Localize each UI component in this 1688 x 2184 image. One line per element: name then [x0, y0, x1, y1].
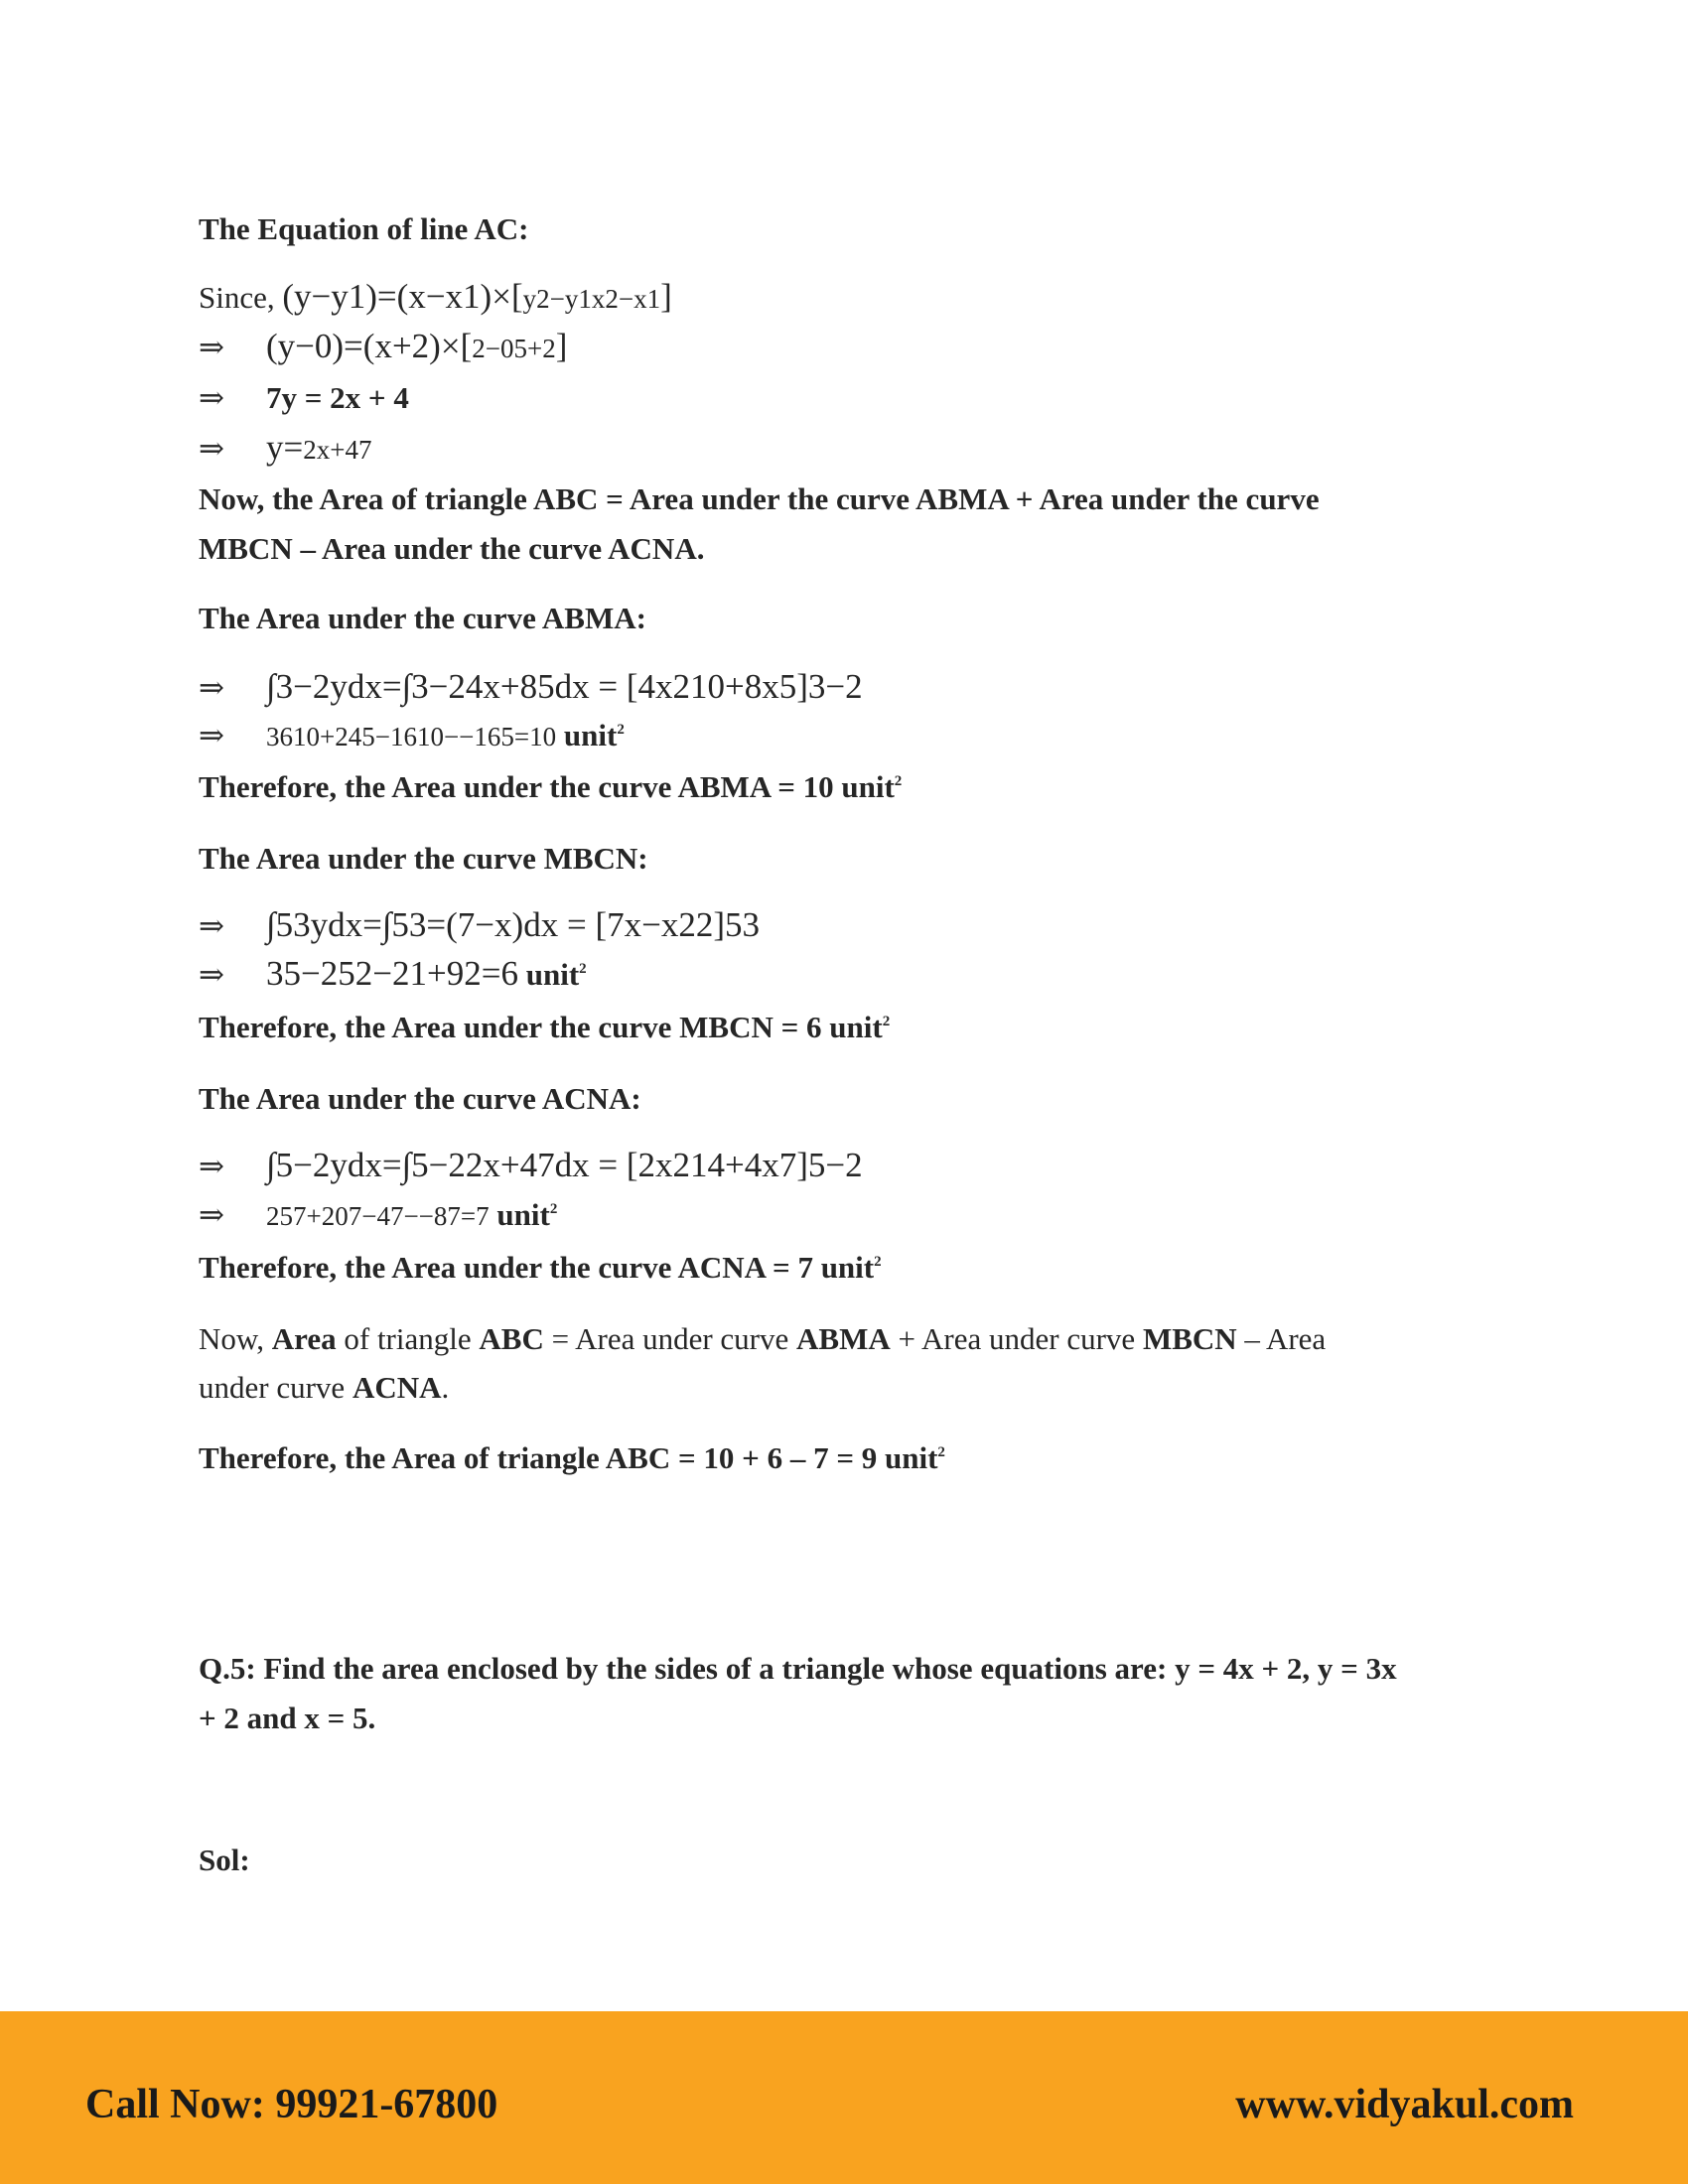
- area-statement-line1: Now, the Area of triangle ABC = Area under the curve ABMA + Area under the curve: [199, 481, 1320, 516]
- implies-icon: ⇒: [199, 380, 224, 415]
- abma-int1: ∫3−2ydx=∫3−24x+85dx = [4x210+8x5]3−2: [266, 667, 863, 706]
- abma-unit: unit: [563, 718, 618, 752]
- footer-bar: [0, 2011, 1688, 2184]
- acna-int1-line: [199, 1147, 863, 1185]
- squared-mark: 2: [894, 773, 903, 789]
- since-close: ]: [660, 277, 672, 316]
- step2: 7y = 2x + 4: [266, 380, 409, 415]
- squared-mark: 2: [874, 1254, 882, 1270]
- since-fraction: y2−y1x2−x1: [522, 284, 661, 314]
- implies-icon: ⇒: [199, 908, 224, 943]
- squared-mark: 2: [549, 1201, 558, 1217]
- step3-lhs: y=: [266, 428, 304, 467]
- implies-icon: ⇒: [199, 330, 224, 364]
- abma-int1-line: [199, 668, 863, 707]
- final-eq: = Area under curve: [543, 1321, 797, 1356]
- abma-heading: The Area under the curve ABMA:: [199, 601, 646, 635]
- step1-line: [199, 328, 567, 367]
- final-result-text: Therefore, the Area of triangle ABC = 10 + 6 – 7 = 9 unit: [199, 1440, 938, 1475]
- mbcn-int2-line: [199, 955, 587, 994]
- since-formula: (y−y1)=(x−x1)×[: [282, 277, 523, 316]
- abma-int2: 3610+245−1610−−165=10: [266, 722, 557, 751]
- acna-int1: ∫5−2ydx=∫5−22x+47dx = [2x214+4x7]5−2: [266, 1146, 863, 1184]
- mbcn-int1: ∫53ydx=∫53=(7−x)dx = [7x−x22]53: [266, 905, 760, 944]
- squared-mark: 2: [579, 961, 587, 977]
- final-area: Area: [271, 1321, 337, 1356]
- implies-icon: ⇒: [199, 957, 224, 992]
- squared-mark: 2: [882, 1014, 891, 1029]
- final-line2-a: under curve: [199, 1370, 352, 1405]
- final-statement-line1: [199, 1320, 1326, 1358]
- acna-heading: The Area under the curve ACNA:: [199, 1081, 641, 1116]
- abma-result-text: Therefore, the Area under the curve ABMA = 10 unit: [199, 769, 895, 804]
- equation-ac-heading: The Equation of line AC:: [199, 211, 529, 246]
- since-line: [199, 278, 672, 318]
- acna-int2-line: [199, 1196, 557, 1235]
- step1-formula: (y−0)=(x+2)×[: [266, 327, 473, 365]
- mbcn-result: [199, 1009, 890, 1046]
- mbcn-unit: unit: [525, 957, 580, 992]
- abma-result: [199, 768, 902, 806]
- final-minus: – Area: [1236, 1321, 1327, 1356]
- implies-icon: ⇒: [199, 1149, 224, 1183]
- final-acna: ACNA: [352, 1370, 442, 1405]
- area-statement-line2: MBCN – Area under the curve ACNA.: [199, 531, 705, 566]
- mbcn-result-text: Therefore, the Area under the curve MBCN = 6 unit: [199, 1010, 883, 1044]
- acna-result-text: Therefore, the Area under the curve ACNA = 7 unit: [199, 1250, 875, 1285]
- final-abma: ABMA: [796, 1321, 891, 1356]
- sol-label: Sol:: [199, 1843, 250, 1877]
- squared-mark: 2: [617, 722, 625, 738]
- acna-unit: unit: [496, 1197, 550, 1232]
- mbcn-int1-line: [199, 906, 760, 945]
- final-of-triangle: of triangle: [336, 1321, 480, 1356]
- step1-close: ]: [555, 327, 568, 365]
- implies-icon: ⇒: [199, 718, 224, 752]
- final-plus: + Area under curve: [890, 1321, 1143, 1356]
- step3-rhs: 2x+47: [303, 435, 372, 465]
- step1-fraction: 2−05+2: [472, 334, 556, 363]
- q5-line2: + 2 and x = 5.: [199, 1701, 376, 1735]
- acna-int2: 257+207−47−−87=7: [266, 1201, 490, 1231]
- mbcn-int2: 35−252−21+92=6: [266, 954, 518, 993]
- final-line2-b: .: [441, 1370, 450, 1405]
- step2-line: [199, 379, 409, 417]
- abma-int2-line: [199, 717, 625, 755]
- final-result: [199, 1439, 945, 1477]
- call-now-text: Call Now: 99921-67800: [85, 2082, 498, 2127]
- acna-result: [199, 1249, 882, 1287]
- since-label: Since,: [199, 280, 283, 315]
- website-link[interactable]: www.vidyakul.com: [1235, 2082, 1574, 2127]
- final-mbcn: MBCN: [1142, 1321, 1237, 1356]
- final-abc: ABC: [479, 1321, 544, 1356]
- mbcn-heading: The Area under the curve MBCN:: [199, 841, 648, 876]
- implies-icon: ⇒: [199, 1197, 224, 1232]
- q5-line1: Q.5: Find the area enclosed by the sides of a triangle whose equations are: y = 4x + 2, y = 3x: [199, 1651, 1397, 1686]
- step3-line: [199, 429, 371, 469]
- final-now: Now,: [199, 1321, 272, 1356]
- final-statement-line2: [199, 1369, 449, 1407]
- squared-mark: 2: [937, 1444, 945, 1460]
- implies-icon: ⇒: [199, 431, 224, 466]
- implies-icon: ⇒: [199, 670, 224, 705]
